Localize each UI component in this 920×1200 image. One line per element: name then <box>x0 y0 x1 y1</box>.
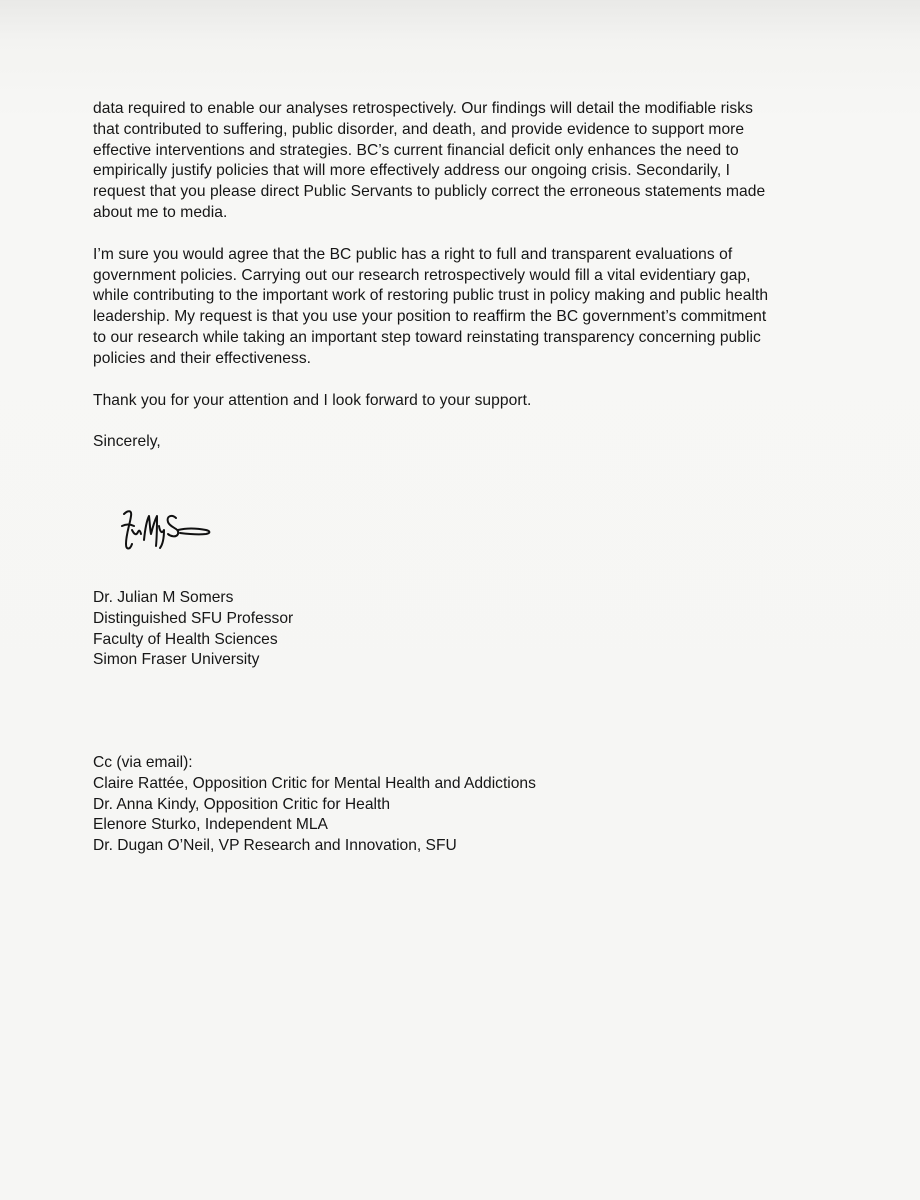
signatory-name: Dr. Julian M Somers <box>93 589 234 606</box>
signatory-faculty: Faculty of Health Sciences <box>93 630 278 648</box>
text-line: effective interventions and strategies. BC’s current financial deficit only enhances the need to <box>93 141 739 159</box>
text-line: empirically justify policies that will more effectively address our ongoing crisis. Secondarily, I <box>93 162 730 180</box>
text-line: while contributing to the important work of restoring public trust in policy making and public health <box>93 287 769 305</box>
signatory-university: Simon Fraser University <box>93 651 260 669</box>
signatory-block <box>93 588 293 671</box>
cc-block <box>93 753 536 857</box>
text-line: I’m sure you would agree that the BC public has a right to full and transparent evaluations of <box>93 245 733 263</box>
text-line: that contributed to suffering, public disorder, and death, and provide evidence to support more <box>93 120 745 138</box>
text-line: government policies. Carrying out our research retrospectively would fill a vital evidentiary gap, <box>93 266 751 284</box>
salutation: Sincerely, <box>93 433 161 451</box>
text-line: leadership. My request is that you use your position to reaffirm the BC government’s commitment <box>93 308 767 326</box>
text-line: request that you please direct Public Servants to publicly correct the erroneous statements made <box>93 183 766 201</box>
cc-recipient: Claire Rattée, Opposition Critic for Mental Health and Addictions <box>93 774 536 792</box>
closing-line: Thank you for your attention and I look forward to your support. <box>93 391 532 409</box>
paragraph-research-data <box>93 99 818 224</box>
paragraph-public-right <box>93 245 818 370</box>
text-line: about me to media. <box>93 203 228 221</box>
letter-body <box>93 99 818 453</box>
signatory-title: Distinguished SFU Professor <box>93 609 294 627</box>
cc-recipient: Dr. Anna Kindy, Opposition Critic for Health <box>93 795 390 813</box>
text-line: to our research while taking an important step toward reinstating transparency concerning public <box>93 328 761 346</box>
cc-heading: Cc (via email): <box>93 754 193 771</box>
handwritten-signature <box>114 500 224 560</box>
cc-recipient: Dr. Dugan O’Neil, VP Research and Innovation, SFU <box>93 837 457 855</box>
cc-recipient: Elenore Sturko, Independent MLA <box>93 816 328 834</box>
text-line: data required to enable our analyses retrospectively. Our findings will detail the modifiable risks <box>93 100 753 117</box>
text-line: policies and their effectiveness. <box>93 349 312 367</box>
